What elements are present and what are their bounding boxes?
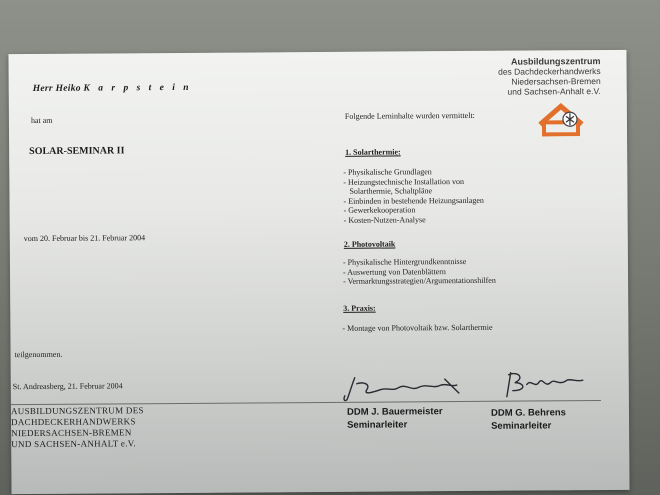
signatory-1 — [347, 405, 443, 432]
list-item: - Vermarktungsstrategien/Argumentationshilfen — [343, 275, 496, 286]
course-date-range: vom 20. Februar bis 21. Februar 2004 — [23, 233, 146, 244]
org-line-4: und Sachsen-Anhalt e.V. — [507, 86, 601, 97]
participant-name — [33, 83, 192, 94]
section-heading-2: 2. Photovoltaik — [343, 239, 396, 249]
place-date: St. Andreasberg, 21. Februar 2004 — [12, 381, 123, 392]
learning-content-intro: Folgende Lerninhalte wurden vermittelt: — [344, 110, 475, 121]
hat-am-text: hat am — [30, 115, 53, 126]
signatory-2-name: DDM G. Behrens — [490, 407, 566, 419]
signature-behrens — [497, 368, 587, 401]
list-item: - Auswertung von Datenblättern — [342, 266, 446, 277]
certificate-paper — [8, 50, 629, 494]
list-item: - Physikalische Hintergrundkenntnisse — [342, 256, 467, 267]
list-item: - Kosten-Nutzen-Analyse — [343, 214, 426, 225]
participant-first-name: Herr Heiko — [32, 83, 81, 94]
signatory-1-role: Seminarleiter — [347, 419, 408, 431]
participant-surname: K a r p s t e i n — [83, 82, 192, 94]
list-item: - Gewerkekooperation — [343, 205, 416, 215]
list-item: - Einbinden in bestehende Heizungsanlagen — [343, 195, 484, 206]
issuer-block — [11, 405, 144, 450]
list-item: - Heizungstechnische Installation von — [343, 176, 465, 187]
issuer-line-3: NIEDERSACHSEN-BREMEN — [11, 427, 132, 439]
list-item: - Physikalische Grundlagen — [343, 167, 432, 177]
roofer-emblem-icon — [537, 102, 585, 136]
section-list-3 — [342, 323, 492, 334]
signature-rule — [11, 400, 601, 405]
issuer-line-4: UND SACHSEN-ANHALT e.V. — [11, 438, 136, 450]
org-line-3: Niedersachsen-Bremen — [511, 76, 601, 87]
org-line-1: Ausbildungszentrum — [511, 56, 601, 67]
section-list-1 — [343, 167, 484, 225]
signatory-2-role: Seminarleiter — [491, 420, 552, 432]
section-heading-1: 1. Solarthermie: — [345, 147, 401, 157]
list-item: - Montage von Photovoltaik bzw. Solarthermie — [342, 322, 493, 333]
signatory-1-name: DDM J. Bauermeister — [346, 406, 443, 418]
section-heading-3: 3. Praxis: — [343, 303, 376, 313]
organization-header — [498, 56, 601, 97]
section-list-2 — [343, 257, 496, 287]
signature-bauermeister — [341, 373, 471, 404]
course-title: SOLAR-SEMINAR II — [29, 145, 125, 158]
signatory-2 — [491, 406, 566, 433]
issuer-line-1: AUSBILDUNGSZENTRUM DES — [10, 405, 144, 417]
issuer-line-2: DACHDECKERHANDWERKS — [11, 416, 136, 428]
participated-text: teilgenommen. — [14, 349, 63, 360]
list-item: Solarthermie, Schaltpläne — [343, 186, 433, 196]
org-line-2: des Dachdeckerhandwerks — [498, 66, 601, 77]
